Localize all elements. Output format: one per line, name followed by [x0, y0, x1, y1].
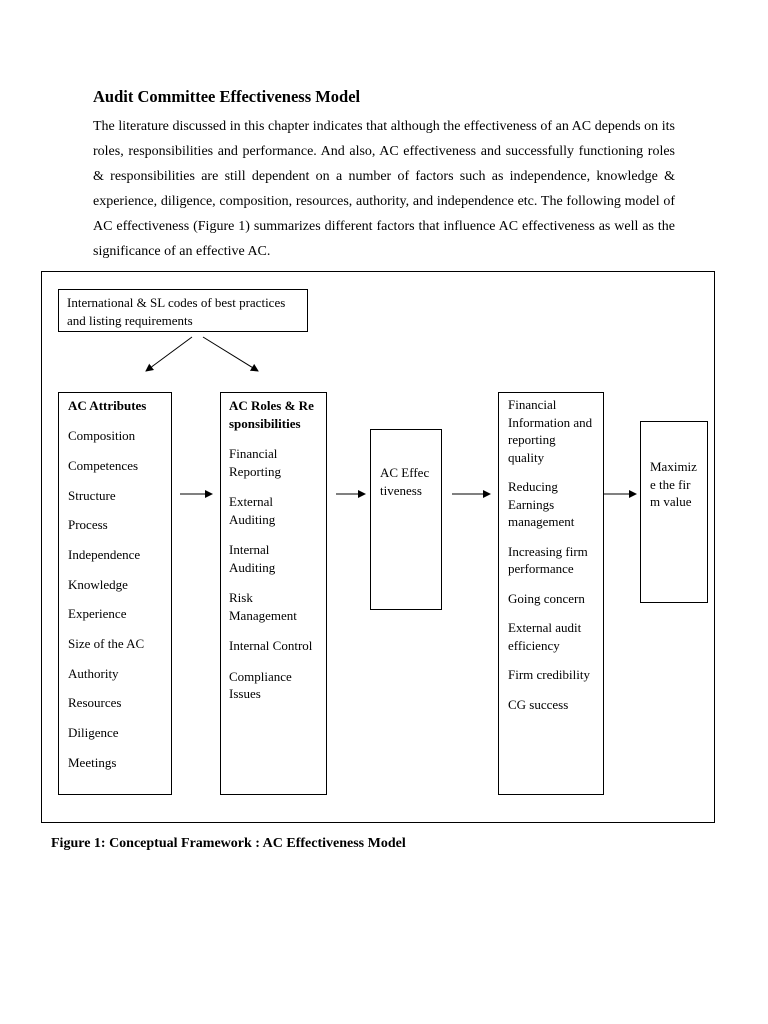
role-item: Financial Reporting [229, 446, 281, 479]
outcome-item: Firm credibility [508, 667, 590, 682]
outcome-item: Increasing firm performance [508, 543, 588, 576]
arrow-codes-to-attributes [146, 337, 192, 371]
role-item: Internal Control [229, 638, 313, 653]
role-item: External Auditing [229, 494, 276, 527]
maximize-text: Maximize the firm value [650, 459, 697, 509]
attribute-item: Experience [68, 606, 127, 622]
attribute-item: Competences [68, 457, 139, 473]
role-item: Compliance Issues [229, 668, 292, 701]
attribute-item: Knowledge [68, 576, 128, 592]
attribute-item: Authority [68, 665, 119, 681]
arrow-codes-to-roles [203, 337, 258, 371]
effectiveness-text: AC Effectiveness [380, 465, 430, 498]
outcome-item: CG success [508, 696, 569, 712]
attribute-item: Independence [68, 546, 141, 562]
figure-caption: Figure 1: Conceptual Framework : AC Effectiveness Model [51, 836, 406, 851]
outcome-item: Going concern [508, 590, 585, 606]
outcome-item: External audit efficiency [508, 620, 582, 653]
attribute-item: Composition [68, 428, 136, 444]
outcome-item: Reducing Earnings management [508, 479, 575, 529]
role-item: Internal Auditing [229, 542, 276, 575]
attribute-item: Structure [68, 487, 116, 503]
attribute-item: Process [68, 517, 108, 533]
attributes-title: AC Attributes [68, 398, 147, 413]
role-item: Risk Management [229, 590, 297, 623]
attribute-item: Resources [68, 695, 122, 711]
attribute-item: Diligence [68, 725, 119, 741]
intro-paragraph: The literature discussed in this chapter indicates that although the effectiveness of an AC depends on its roles, responsibilities and performance. And also, AC effectiveness and successfully functioning roles & responsibilities are still dependent on a number of factors such as independence, knowledge & experience, diligence, composition, resources, authority, and independence etc. The following model of AC effectiveness (Figure 1) summarizes different factors that influence AC effectiveness as well as the significance of an effective AC. [93, 119, 675, 259]
outcome-item: Financial Information and reporting quality [508, 397, 593, 465]
attribute-item: Size of the AC [68, 636, 145, 651]
attribute-item: Meetings [68, 754, 117, 770]
section-heading: Audit Committee Effectiveness Model [93, 87, 361, 106]
codes-text: International & SL codes of best practices and listing requirements [67, 295, 286, 328]
roles-title: AC Roles & Responsibilities [229, 398, 314, 431]
